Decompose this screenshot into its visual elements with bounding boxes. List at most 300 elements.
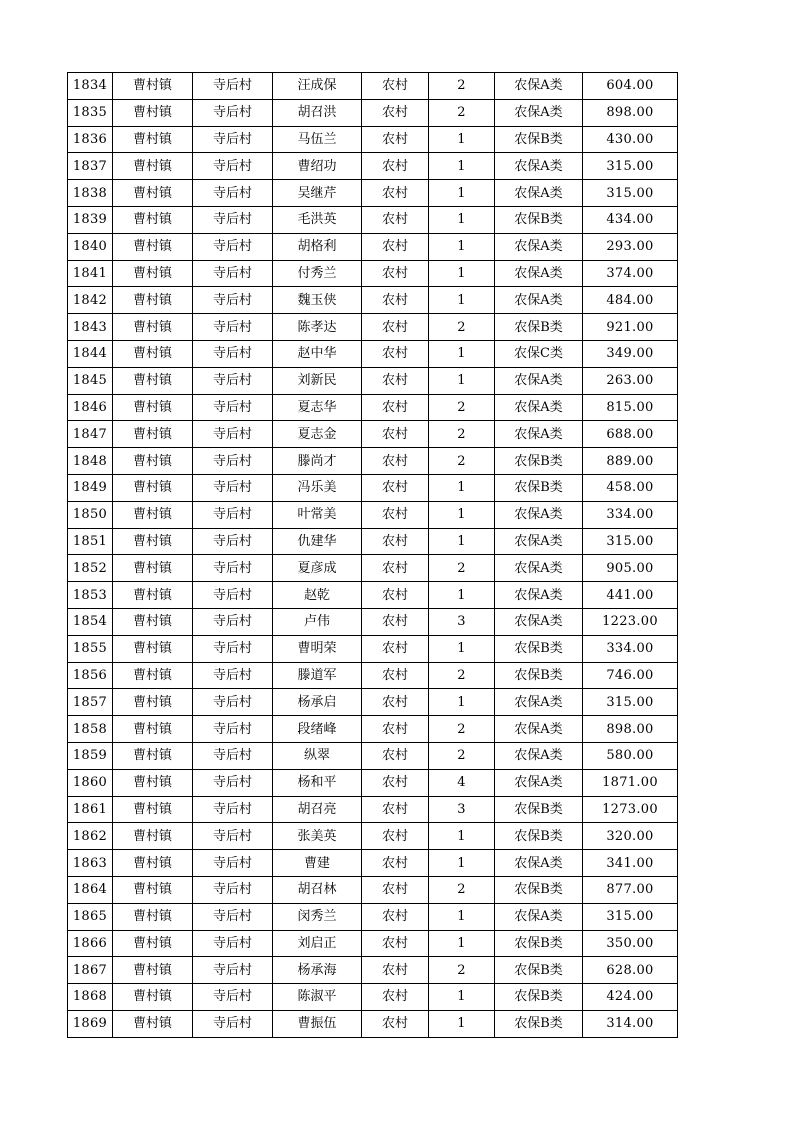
amount-cell: 1871.00 (583, 769, 678, 796)
person-name-cell: 曹建 (273, 850, 362, 877)
member-count-cell: 2 (429, 394, 495, 421)
town-cell: 曹村镇 (113, 582, 193, 609)
town-cell: 曹村镇 (113, 394, 193, 421)
household-type-cell: 农村 (362, 984, 429, 1011)
person-name-cell: 叶常美 (273, 501, 362, 528)
member-count-cell: 1 (429, 153, 495, 180)
table-row (68, 501, 678, 528)
amount-cell: 604.00 (583, 73, 678, 100)
table-row (68, 367, 678, 394)
amount-cell: 293.00 (583, 233, 678, 260)
household-type-cell: 农村 (362, 903, 429, 930)
row-id-cell: 1862 (68, 823, 113, 850)
row-id-cell: 1856 (68, 662, 113, 689)
household-type-cell: 农村 (362, 206, 429, 233)
household-type-cell: 农村 (362, 73, 429, 100)
village-cell: 寺后村 (193, 582, 273, 609)
person-name-cell: 冯乐美 (273, 474, 362, 501)
table-row (68, 582, 678, 609)
member-count-cell: 1 (429, 528, 495, 555)
person-name-cell: 夏志金 (273, 421, 362, 448)
town-cell: 曹村镇 (113, 448, 193, 475)
household-type-cell: 农村 (362, 662, 429, 689)
town-cell: 曹村镇 (113, 153, 193, 180)
member-count-cell: 1 (429, 1010, 495, 1037)
person-name-cell: 闵秀兰 (273, 903, 362, 930)
member-count-cell: 1 (429, 635, 495, 662)
household-type-cell: 农村 (362, 876, 429, 903)
village-cell: 寺后村 (193, 635, 273, 662)
town-cell: 曹村镇 (113, 769, 193, 796)
amount-cell: 430.00 (583, 126, 678, 153)
member-count-cell: 2 (429, 876, 495, 903)
table-row (68, 555, 678, 582)
town-cell: 曹村镇 (113, 984, 193, 1011)
row-id-cell: 1852 (68, 555, 113, 582)
person-name-cell: 杨和平 (273, 769, 362, 796)
row-id-cell: 1840 (68, 233, 113, 260)
household-type-cell: 农村 (362, 260, 429, 287)
member-count-cell: 1 (429, 984, 495, 1011)
village-cell: 寺后村 (193, 153, 273, 180)
household-type-cell: 农村 (362, 796, 429, 823)
household-type-cell: 农村 (362, 126, 429, 153)
category-cell: 农保A类 (495, 608, 583, 635)
row-id-cell: 1857 (68, 689, 113, 716)
household-type-cell: 农村 (362, 957, 429, 984)
household-type-cell: 农村 (362, 1010, 429, 1037)
table-row (68, 984, 678, 1011)
table-row (68, 448, 678, 475)
town-cell: 曹村镇 (113, 635, 193, 662)
town-cell: 曹村镇 (113, 555, 193, 582)
village-cell: 寺后村 (193, 876, 273, 903)
person-name-cell: 夏彦成 (273, 555, 362, 582)
town-cell: 曹村镇 (113, 99, 193, 126)
person-name-cell: 吴继芹 (273, 180, 362, 207)
category-cell: 农保A类 (495, 153, 583, 180)
member-count-cell: 3 (429, 608, 495, 635)
row-id-cell: 1854 (68, 608, 113, 635)
town-cell: 曹村镇 (113, 180, 193, 207)
category-cell: 农保B类 (495, 206, 583, 233)
town-cell: 曹村镇 (113, 608, 193, 635)
member-count-cell: 1 (429, 474, 495, 501)
amount-cell: 334.00 (583, 635, 678, 662)
row-id-cell: 1866 (68, 930, 113, 957)
person-name-cell: 滕尚才 (273, 448, 362, 475)
village-cell: 寺后村 (193, 769, 273, 796)
town-cell: 曹村镇 (113, 930, 193, 957)
table-row (68, 1010, 678, 1037)
village-cell: 寺后村 (193, 394, 273, 421)
category-cell: 农保A类 (495, 73, 583, 100)
amount-cell: 877.00 (583, 876, 678, 903)
roster-body (68, 73, 678, 1038)
table-row (68, 769, 678, 796)
amount-cell: 314.00 (583, 1010, 678, 1037)
member-count-cell: 1 (429, 206, 495, 233)
table-row (68, 528, 678, 555)
household-type-cell: 农村 (362, 233, 429, 260)
amount-cell: 628.00 (583, 957, 678, 984)
village-cell: 寺后村 (193, 662, 273, 689)
category-cell: 农保A类 (495, 742, 583, 769)
amount-cell: 1223.00 (583, 608, 678, 635)
table-row (68, 180, 678, 207)
amount-cell: 315.00 (583, 528, 678, 555)
household-type-cell: 农村 (362, 689, 429, 716)
village-cell: 寺后村 (193, 930, 273, 957)
town-cell: 曹村镇 (113, 367, 193, 394)
person-name-cell: 段绪峰 (273, 716, 362, 743)
category-cell: 农保B类 (495, 662, 583, 689)
amount-cell: 424.00 (583, 984, 678, 1011)
row-id-cell: 1855 (68, 635, 113, 662)
member-count-cell: 2 (429, 662, 495, 689)
row-id-cell: 1850 (68, 501, 113, 528)
row-id-cell: 1843 (68, 314, 113, 341)
household-type-cell: 农村 (362, 99, 429, 126)
member-count-cell: 2 (429, 421, 495, 448)
row-id-cell: 1845 (68, 367, 113, 394)
member-count-cell: 1 (429, 501, 495, 528)
member-count-cell: 2 (429, 314, 495, 341)
person-name-cell: 陈淑平 (273, 984, 362, 1011)
town-cell: 曹村镇 (113, 689, 193, 716)
village-cell: 寺后村 (193, 206, 273, 233)
amount-cell: 1273.00 (583, 796, 678, 823)
amount-cell: 349.00 (583, 340, 678, 367)
row-id-cell: 1834 (68, 73, 113, 100)
member-count-cell: 2 (429, 957, 495, 984)
category-cell: 农保B类 (495, 876, 583, 903)
village-cell: 寺后村 (193, 823, 273, 850)
roster-table (67, 72, 678, 1038)
table-row (68, 126, 678, 153)
person-name-cell: 张美英 (273, 823, 362, 850)
table-row (68, 287, 678, 314)
member-count-cell: 2 (429, 716, 495, 743)
category-cell: 农保A类 (495, 367, 583, 394)
table-row (68, 903, 678, 930)
amount-cell: 580.00 (583, 742, 678, 769)
table-row (68, 206, 678, 233)
row-id-cell: 1867 (68, 957, 113, 984)
household-type-cell: 农村 (362, 930, 429, 957)
person-name-cell: 纵翠 (273, 742, 362, 769)
category-cell: 农保A类 (495, 555, 583, 582)
table-row (68, 930, 678, 957)
category-cell: 农保A类 (495, 233, 583, 260)
person-name-cell: 马伍兰 (273, 126, 362, 153)
village-cell: 寺后村 (193, 340, 273, 367)
amount-cell: 350.00 (583, 930, 678, 957)
household-type-cell: 农村 (362, 582, 429, 609)
table-row (68, 73, 678, 100)
table-row (68, 689, 678, 716)
amount-cell: 688.00 (583, 421, 678, 448)
household-type-cell: 农村 (362, 421, 429, 448)
town-cell: 曹村镇 (113, 314, 193, 341)
table-row (68, 957, 678, 984)
row-id-cell: 1865 (68, 903, 113, 930)
person-name-cell: 付秀兰 (273, 260, 362, 287)
member-count-cell: 1 (429, 689, 495, 716)
row-id-cell: 1839 (68, 206, 113, 233)
row-id-cell: 1847 (68, 421, 113, 448)
amount-cell: 315.00 (583, 903, 678, 930)
table-row (68, 876, 678, 903)
category-cell: 农保A类 (495, 528, 583, 555)
category-cell: 农保B类 (495, 1010, 583, 1037)
category-cell: 农保A类 (495, 769, 583, 796)
category-cell: 农保B类 (495, 823, 583, 850)
table-row (68, 850, 678, 877)
table-row (68, 662, 678, 689)
table-row (68, 233, 678, 260)
member-count-cell: 1 (429, 233, 495, 260)
amount-cell: 815.00 (583, 394, 678, 421)
row-id-cell: 1851 (68, 528, 113, 555)
amount-cell: 334.00 (583, 501, 678, 528)
table-row (68, 421, 678, 448)
member-count-cell: 2 (429, 99, 495, 126)
town-cell: 曹村镇 (113, 876, 193, 903)
village-cell: 寺后村 (193, 850, 273, 877)
village-cell: 寺后村 (193, 474, 273, 501)
row-id-cell: 1846 (68, 394, 113, 421)
category-cell: 农保A类 (495, 421, 583, 448)
category-cell: 农保A类 (495, 180, 583, 207)
household-type-cell: 农村 (362, 635, 429, 662)
category-cell: 农保B类 (495, 796, 583, 823)
member-count-cell: 1 (429, 260, 495, 287)
member-count-cell: 2 (429, 73, 495, 100)
household-type-cell: 农村 (362, 742, 429, 769)
person-name-cell: 卢伟 (273, 608, 362, 635)
person-name-cell: 赵乾 (273, 582, 362, 609)
person-name-cell: 曹明荣 (273, 635, 362, 662)
town-cell: 曹村镇 (113, 474, 193, 501)
row-id-cell: 1842 (68, 287, 113, 314)
person-name-cell: 杨承启 (273, 689, 362, 716)
person-name-cell: 夏志华 (273, 394, 362, 421)
row-id-cell: 1859 (68, 742, 113, 769)
household-type-cell: 农村 (362, 448, 429, 475)
village-cell: 寺后村 (193, 180, 273, 207)
member-count-cell: 2 (429, 742, 495, 769)
member-count-cell: 1 (429, 367, 495, 394)
amount-cell: 889.00 (583, 448, 678, 475)
category-cell: 农保A类 (495, 260, 583, 287)
row-id-cell: 1837 (68, 153, 113, 180)
category-cell: 农保B类 (495, 930, 583, 957)
village-cell: 寺后村 (193, 555, 273, 582)
village-cell: 寺后村 (193, 689, 273, 716)
amount-cell: 921.00 (583, 314, 678, 341)
amount-cell: 458.00 (583, 474, 678, 501)
town-cell: 曹村镇 (113, 957, 193, 984)
amount-cell: 898.00 (583, 716, 678, 743)
table-row (68, 823, 678, 850)
row-id-cell: 1844 (68, 340, 113, 367)
table-row (68, 314, 678, 341)
amount-cell: 746.00 (583, 662, 678, 689)
amount-cell: 484.00 (583, 287, 678, 314)
village-cell: 寺后村 (193, 1010, 273, 1037)
household-type-cell: 农村 (362, 823, 429, 850)
village-cell: 寺后村 (193, 314, 273, 341)
person-name-cell: 汪成保 (273, 73, 362, 100)
member-count-cell: 1 (429, 180, 495, 207)
town-cell: 曹村镇 (113, 716, 193, 743)
row-id-cell: 1838 (68, 180, 113, 207)
person-name-cell: 杨承海 (273, 957, 362, 984)
town-cell: 曹村镇 (113, 742, 193, 769)
town-cell: 曹村镇 (113, 340, 193, 367)
town-cell: 曹村镇 (113, 287, 193, 314)
person-name-cell: 胡召林 (273, 876, 362, 903)
amount-cell: 898.00 (583, 99, 678, 126)
village-cell: 寺后村 (193, 903, 273, 930)
town-cell: 曹村镇 (113, 823, 193, 850)
row-id-cell: 1848 (68, 448, 113, 475)
amount-cell: 341.00 (583, 850, 678, 877)
town-cell: 曹村镇 (113, 796, 193, 823)
person-name-cell: 曹绍功 (273, 153, 362, 180)
town-cell: 曹村镇 (113, 421, 193, 448)
household-type-cell: 农村 (362, 528, 429, 555)
person-name-cell: 仇建华 (273, 528, 362, 555)
household-type-cell: 农村 (362, 153, 429, 180)
category-cell: 农保B类 (495, 474, 583, 501)
table-row (68, 260, 678, 287)
town-cell: 曹村镇 (113, 73, 193, 100)
amount-cell: 441.00 (583, 582, 678, 609)
category-cell: 农保B类 (495, 126, 583, 153)
row-id-cell: 1835 (68, 99, 113, 126)
row-id-cell: 1849 (68, 474, 113, 501)
village-cell: 寺后村 (193, 716, 273, 743)
village-cell: 寺后村 (193, 367, 273, 394)
row-id-cell: 1853 (68, 582, 113, 609)
category-cell: 农保A类 (495, 287, 583, 314)
village-cell: 寺后村 (193, 260, 273, 287)
household-type-cell: 农村 (362, 501, 429, 528)
village-cell: 寺后村 (193, 448, 273, 475)
household-type-cell: 农村 (362, 716, 429, 743)
village-cell: 寺后村 (193, 421, 273, 448)
town-cell: 曹村镇 (113, 528, 193, 555)
table-row (68, 474, 678, 501)
amount-cell: 263.00 (583, 367, 678, 394)
amount-cell: 905.00 (583, 555, 678, 582)
town-cell: 曹村镇 (113, 903, 193, 930)
village-cell: 寺后村 (193, 608, 273, 635)
household-type-cell: 农村 (362, 769, 429, 796)
village-cell: 寺后村 (193, 957, 273, 984)
category-cell: 农保A类 (495, 850, 583, 877)
member-count-cell: 2 (429, 555, 495, 582)
person-name-cell: 刘新民 (273, 367, 362, 394)
village-cell: 寺后村 (193, 742, 273, 769)
household-type-cell: 农村 (362, 850, 429, 877)
member-count-cell: 1 (429, 340, 495, 367)
village-cell: 寺后村 (193, 528, 273, 555)
row-id-cell: 1861 (68, 796, 113, 823)
category-cell: 农保A类 (495, 99, 583, 126)
town-cell: 曹村镇 (113, 206, 193, 233)
table-row (68, 716, 678, 743)
row-id-cell: 1841 (68, 260, 113, 287)
village-cell: 寺后村 (193, 796, 273, 823)
village-cell: 寺后村 (193, 73, 273, 100)
town-cell: 曹村镇 (113, 233, 193, 260)
household-type-cell: 农村 (362, 394, 429, 421)
table-row (68, 796, 678, 823)
category-cell: 农保B类 (495, 635, 583, 662)
amount-cell: 320.00 (583, 823, 678, 850)
table-row (68, 394, 678, 421)
household-type-cell: 农村 (362, 474, 429, 501)
household-type-cell: 农村 (362, 367, 429, 394)
household-type-cell: 农村 (362, 340, 429, 367)
town-cell: 曹村镇 (113, 1010, 193, 1037)
member-count-cell: 1 (429, 903, 495, 930)
amount-cell: 315.00 (583, 689, 678, 716)
amount-cell: 315.00 (583, 153, 678, 180)
person-name-cell: 曹振伍 (273, 1010, 362, 1037)
household-type-cell: 农村 (362, 555, 429, 582)
member-count-cell: 1 (429, 582, 495, 609)
member-count-cell: 4 (429, 769, 495, 796)
member-count-cell: 2 (429, 448, 495, 475)
category-cell: 农保B类 (495, 314, 583, 341)
member-count-cell: 1 (429, 930, 495, 957)
table-row (68, 340, 678, 367)
household-type-cell: 农村 (362, 314, 429, 341)
member-count-cell: 1 (429, 823, 495, 850)
town-cell: 曹村镇 (113, 850, 193, 877)
village-cell: 寺后村 (193, 287, 273, 314)
category-cell: 农保B类 (495, 957, 583, 984)
category-cell: 农保B类 (495, 448, 583, 475)
row-id-cell: 1860 (68, 769, 113, 796)
category-cell: 农保A类 (495, 716, 583, 743)
row-id-cell: 1863 (68, 850, 113, 877)
household-type-cell: 农村 (362, 180, 429, 207)
person-name-cell: 魏玉侠 (273, 287, 362, 314)
table-row (68, 608, 678, 635)
category-cell: 农保C类 (495, 340, 583, 367)
town-cell: 曹村镇 (113, 260, 193, 287)
person-name-cell: 胡召洪 (273, 99, 362, 126)
village-cell: 寺后村 (193, 126, 273, 153)
person-name-cell: 赵中华 (273, 340, 362, 367)
category-cell: 农保A类 (495, 903, 583, 930)
table-row (68, 99, 678, 126)
village-cell: 寺后村 (193, 501, 273, 528)
member-count-cell: 1 (429, 287, 495, 314)
town-cell: 曹村镇 (113, 126, 193, 153)
category-cell: 农保A类 (495, 689, 583, 716)
member-count-cell: 1 (429, 850, 495, 877)
row-id-cell: 1868 (68, 984, 113, 1011)
amount-cell: 434.00 (583, 206, 678, 233)
person-name-cell: 滕道军 (273, 662, 362, 689)
person-name-cell: 毛洪英 (273, 206, 362, 233)
